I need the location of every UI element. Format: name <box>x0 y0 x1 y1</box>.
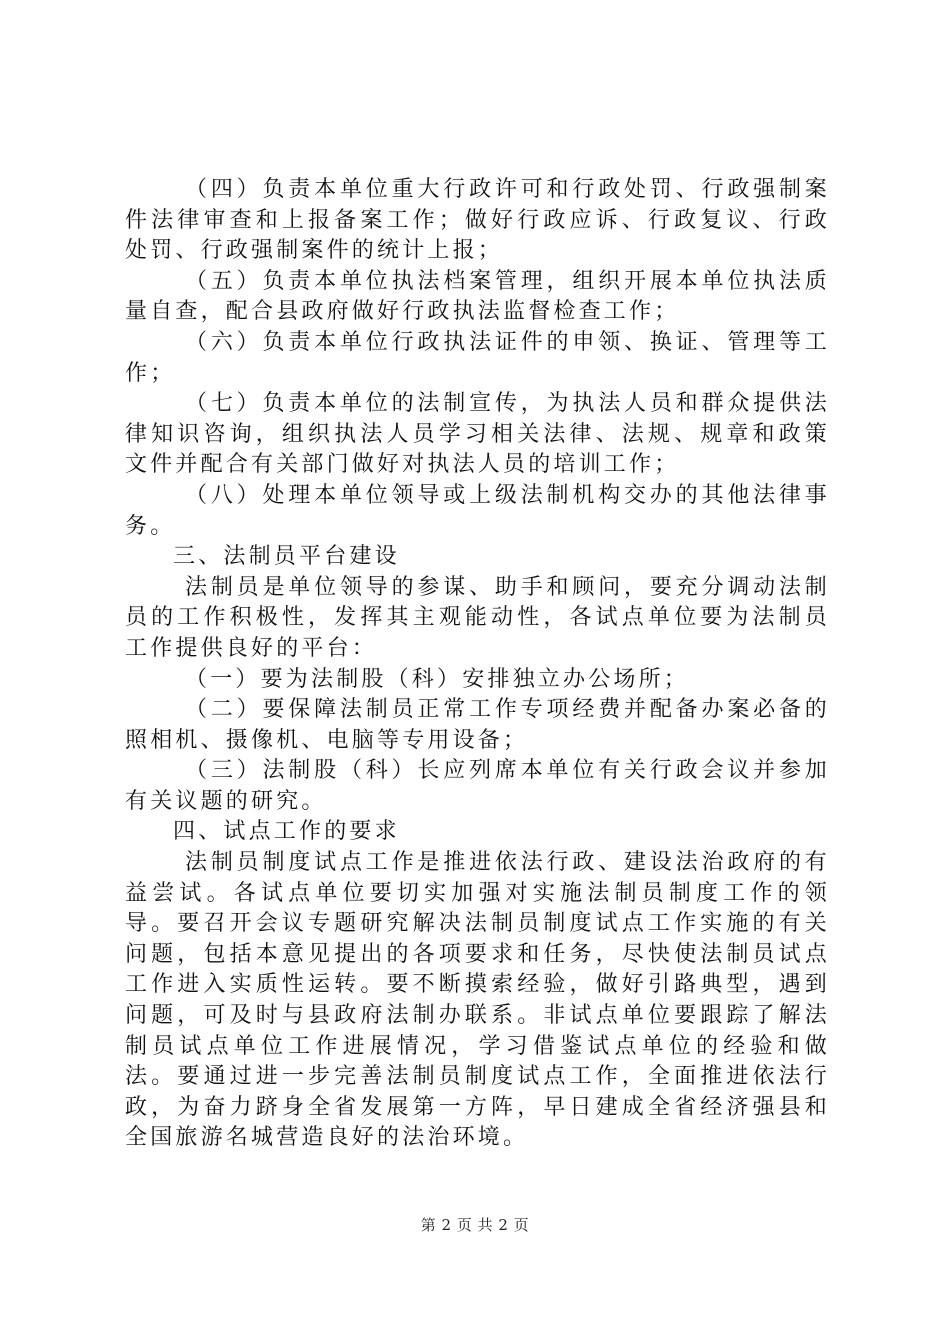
document-body <box>125 175 830 1154</box>
paragraph-item-5: （五）负责本单位执法档案管理，组织开展本单位执法质量自查，配合县政府做好行政执法监督检查工作； <box>125 268 830 325</box>
paragraph-item-6: （六）负责本单位行政执法证件的申领、换证、管理等工作； <box>125 329 830 386</box>
section-heading-3: 三、法制员平台建设 <box>173 544 400 570</box>
paragraph-item-4: （四）负责本单位重大行政许可和行政处罚、行政强制案件法律审查和上报备案工作；做好行政应诉、行政复议、行政处罚、行政强制案件的统计上报； <box>125 177 830 264</box>
paragraph-platform-1: （一）要为法制股（科）安排独立办公场所； <box>185 666 690 692</box>
paragraph-platform-2: （二）要保障法制员正常工作专项经费并配备办案必备的照相机、摄像机、电脑等专用设备； <box>125 697 830 753</box>
paragraph-platform-intro: 法制员是单位领导的参谋、助手和顾问，要充分调动法制员的工作积极性，发挥其主观能动性，各试点单位要为法制员工作提供良好的平台： <box>125 574 830 661</box>
page-footer: 第 2 页 共 2 页 <box>420 1216 530 1234</box>
paragraph-platform-3: （三）法制股（科）长应列席本单位有关行政会议并参加有关议题的研究。 <box>125 758 830 814</box>
paragraph-requirements: 法制员制度试点工作是推进依法行政、建设法治政府的有益尝试。各试点单位要切实加强对实施法制员制度工作的领导。要召开会议专题研究解决法制员制度试点工作实施的有关问题，包括本意见提出的各项要求和任务，尽快使法制员试点工作进入实质性运转。要不断摸索经验，做好引路典型，遇到问题，可及时与县政府法制办联系。非试点单位要跟踪了解法制员试点单位工作进展情况，学习借鉴试点单位的经验和做法。要通过进一步完善法制员制度试点工作，全面推进依法行政，为奋力跻身全省发展第一方阵，早日建成全省经济强县和全国旅游名城营造良好的法治环境。 <box>125 850 830 1151</box>
section-heading-4: 四、试点工作的要求 <box>173 819 400 845</box>
paragraph-item-8: （八）处理本单位领导或上级法制机构交办的其他法律事务。 <box>125 482 830 539</box>
paragraph-item-7: （七）负责本单位的法制宣传，为执法人员和群众提供法律知识咨询，组织执法人员学习相关法律、法规、规章和政策文件并配合有关部门做好对执法人员的培训工作； <box>125 391 830 478</box>
